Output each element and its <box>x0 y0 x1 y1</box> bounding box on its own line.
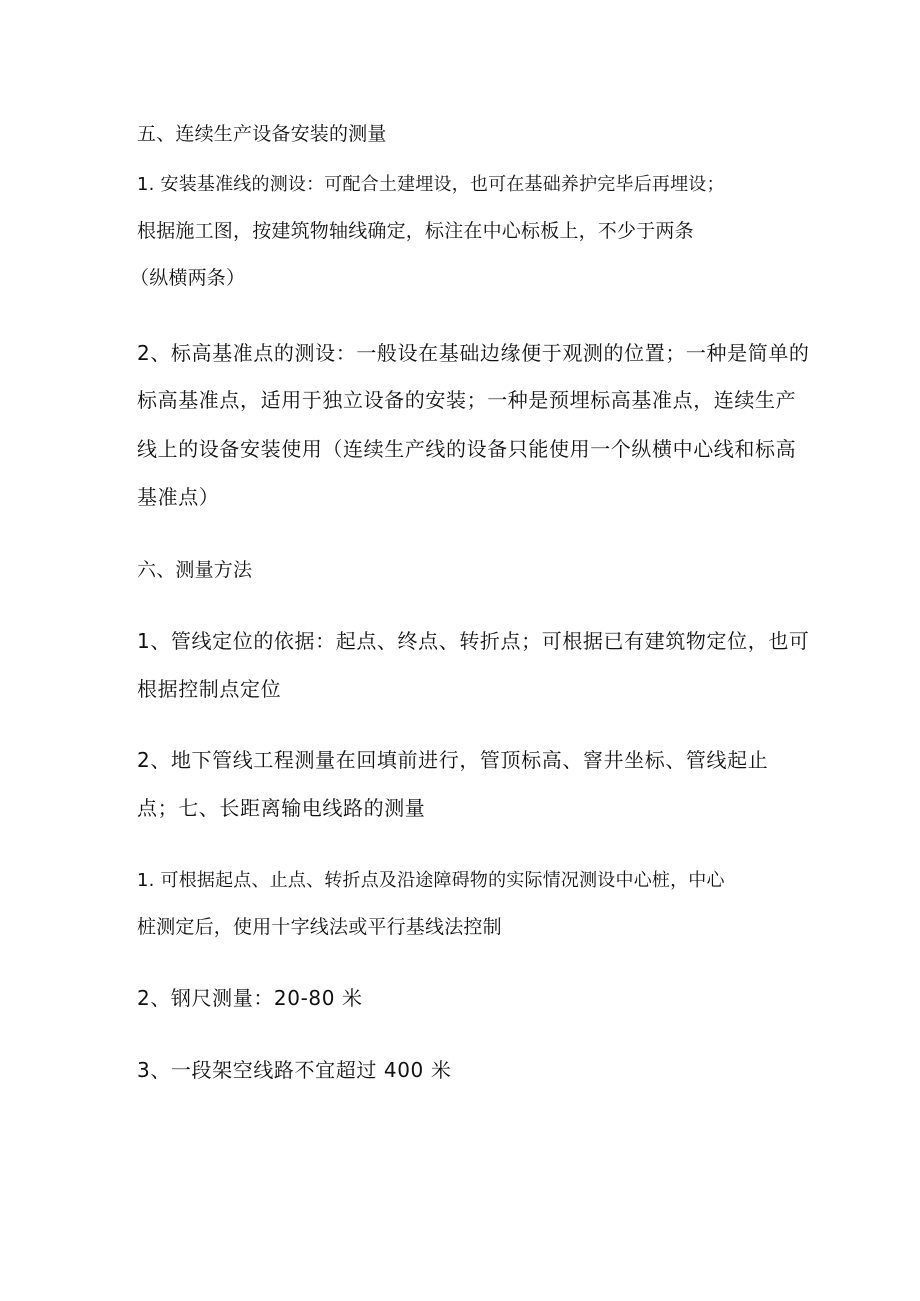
paragraph-line: （纵横两条） <box>130 267 246 289</box>
paragraph-line: 根据施工图，按建筑物轴线确定，标注在中心标板上，不少于两条 <box>137 220 694 242</box>
paragraph-line: 2、钢尺测量：20-80 米 <box>137 986 363 1010</box>
paragraph-line: 点；七、长距离输电线路的测量 <box>137 796 426 820</box>
paragraph-line: 2、地下管线工程测量在回填前进行，管顶标高、窨井坐标、管线起止 <box>137 748 769 772</box>
paragraph-line: 1、管线定位的依据：起点、终点、转折点；可根据已有建筑物定位，也可 <box>137 629 810 653</box>
paragraph-line: 3、一段架空线路不宜超过 400 米 <box>137 1058 452 1082</box>
paragraph-line: 基准点） <box>137 485 220 509</box>
paragraph-line: 标高基准点，适用于独立设备的安装；一种是预埋标高基准点，连续生产 <box>137 388 797 412</box>
section-heading-5: 五、连续生产设备安装的测量 <box>137 123 387 145</box>
paragraph-line: 线上的设备安装使用（连续生产线的设备只能使用一个纵横中心线和标高 <box>137 437 797 461</box>
paragraph-line: 桩测定后，使用十字线法或平行基线法控制 <box>137 916 502 938</box>
paragraph-line: 1. 安装基准线的测设：可配合土建埋设，也可在基础养护完毕后再埋设； <box>137 174 725 195</box>
paragraph-line: 2、标高基准点的测设：一般设在基础边缘便于观测的位置；一种是简单的 <box>137 341 810 365</box>
paragraph-line: 1. 可根据起点、止点、转折点及沿途障碍物的实际情况测设中心桩，中心 <box>137 870 725 891</box>
paragraph-line: 根据控制点定位 <box>137 677 282 701</box>
section-heading-6: 六、测量方法 <box>137 559 253 581</box>
